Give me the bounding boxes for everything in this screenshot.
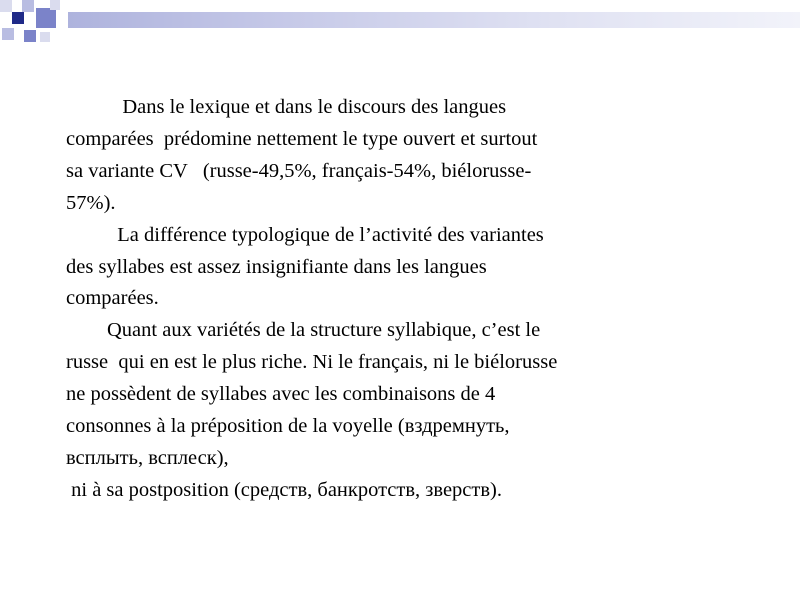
deco-square [12, 12, 24, 24]
paragraph [66, 92, 726, 220]
deco-square [50, 0, 60, 10]
deco-square [24, 30, 36, 42]
decorative-header [0, 0, 800, 60]
text-line: comparées prédomine nettement le type ouvert et surtout [66, 127, 538, 150]
text-line: La différence typologique de l’activité des variantes [66, 223, 544, 246]
deco-square [0, 0, 12, 12]
deco-square [40, 32, 50, 42]
body-text [66, 92, 726, 507]
text-line: des syllabes est assez insignifiante dans les langues [66, 255, 487, 278]
text-line: 57%). [66, 191, 116, 214]
text-line: sa variante CV (russe-49,5%, français-54%, biélorusse- [66, 159, 532, 182]
text-line: consonnes à la préposition de la voyelle (вздремнуть, [66, 415, 510, 438]
deco-square [2, 28, 14, 40]
text-line: Quant aux variétés de la structure syllabique, c’est le [66, 319, 541, 342]
header-gradient-bar [68, 12, 800, 28]
text-line: Dans le lexique et dans le discours des langues [66, 96, 507, 118]
text-line: ni à sa postposition (средств, банкротств, зверств). [66, 478, 502, 501]
text-line: ne possèdent de syllabes avec les combinaisons de 4 [66, 383, 496, 406]
paragraph [66, 315, 726, 506]
text-line: russe qui en est le plus riche. Ni le français, ni le biélorusse [66, 351, 558, 374]
paragraph [66, 220, 726, 316]
text-line: comparées. [66, 287, 159, 310]
deco-square [22, 0, 34, 12]
text-line: всплыть, всплеск), [66, 446, 229, 469]
deco-square [36, 8, 56, 28]
